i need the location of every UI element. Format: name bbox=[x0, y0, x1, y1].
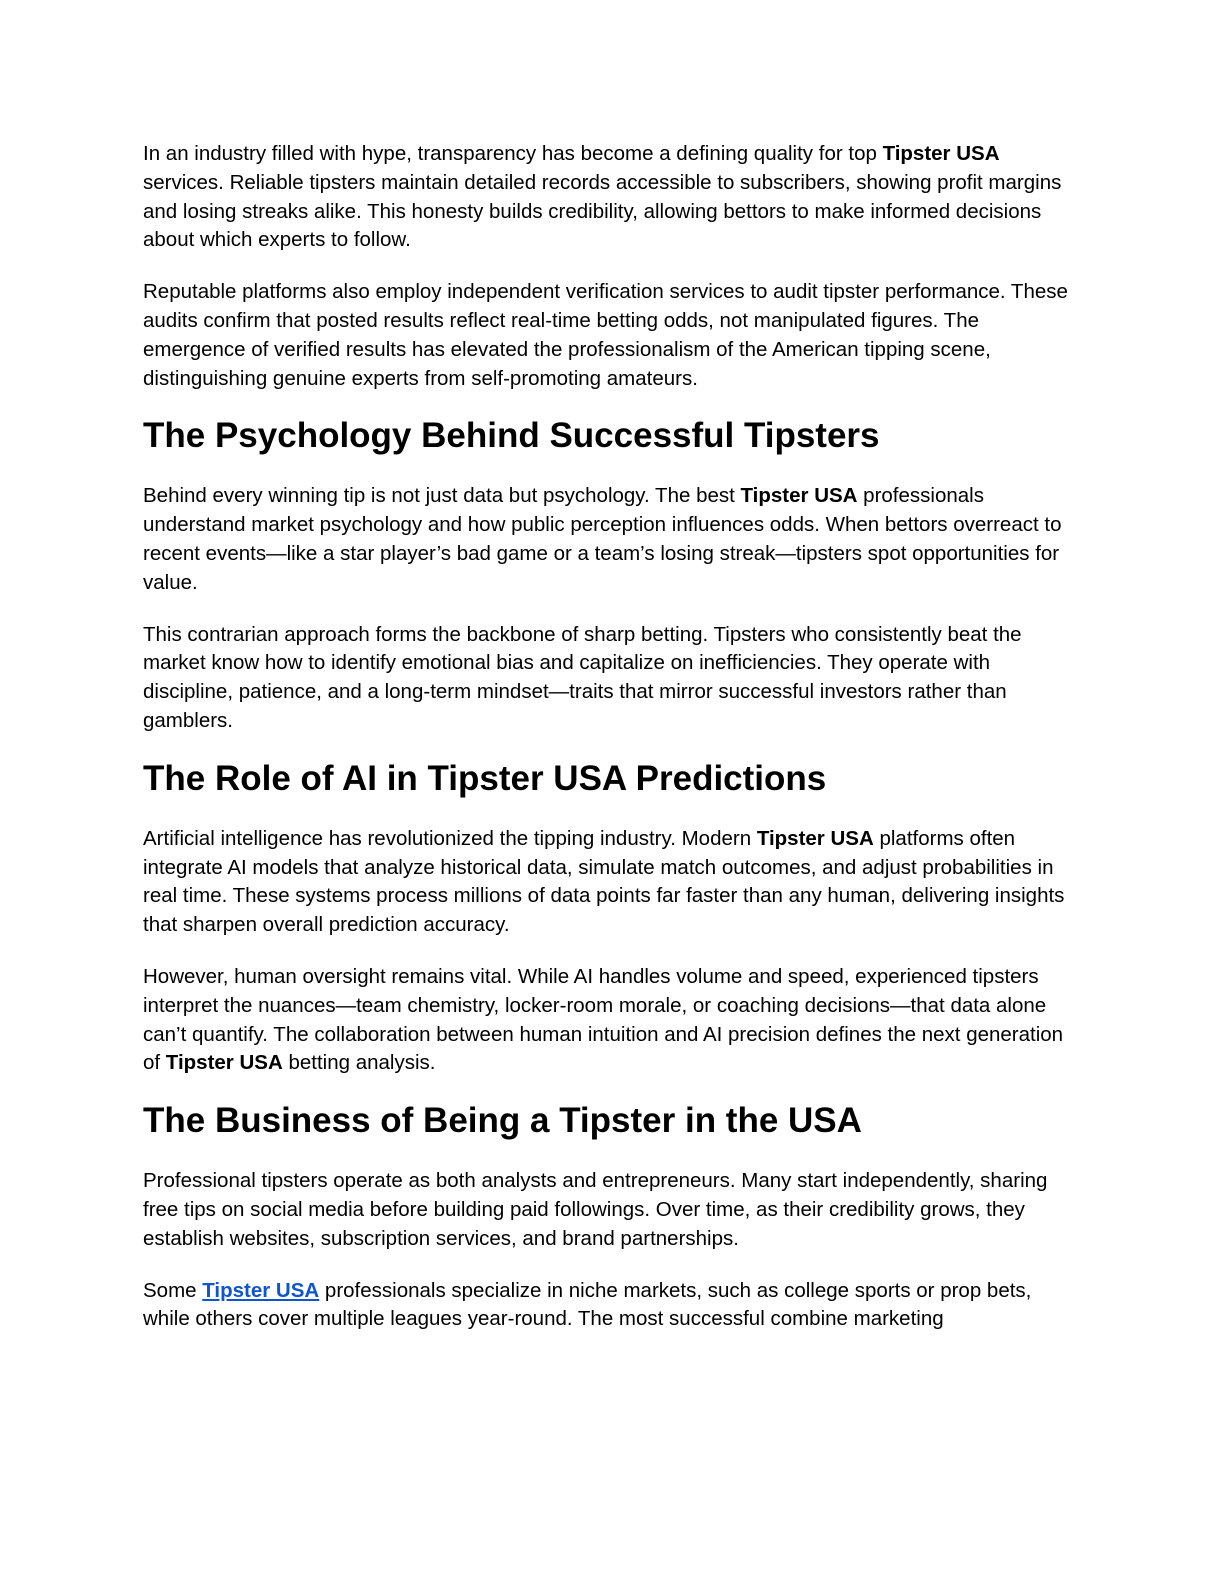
paragraph-psychology-intro: Behind every winning tip is not just data but psychology. The best Tipster USA professionals understand market psychology and how public perception influences odds. When bettors overreact to recent events—like a star player’s bad game or a team’s losing streak—tipsters spot opportunities for value. bbox=[143, 484, 1062, 594]
paragraph-ai-intro: Artificial intelligence has revolutionized the tipping industry. Modern Tipster USA platforms often integrate AI models that analyze historical data, simulate match outcomes, and adjust probabilities in real time. These systems process millions of data points far faster than any human, delivering insights that sharpen overall prediction accuracy. bbox=[143, 826, 1065, 937]
heading-business: The Business of Being a Tipster in the USA bbox=[143, 1101, 862, 1141]
paragraph-entrepreneurs: Professional tipsters operate as both analysts and entrepreneurs. Many start independently, sharing free tips on social media before building paid followings. Over time, as their credibility grows, they establish websites, subscription services, and brand partnerships. bbox=[143, 1169, 1048, 1250]
document-page bbox=[143, 140, 1083, 1357]
paragraph-niche-markets: Some Tipster USA professionals specialize in niche markets, such as college sports or prop bets, while others cover multiple leagues year-round. The most successful combine marketing bbox=[143, 1278, 1032, 1331]
tipster-usa-link[interactable]: Tipster USA bbox=[202, 1278, 320, 1302]
heading-ai-role: The Role of AI in Tipster USA Predictions bbox=[143, 758, 827, 798]
bold-keyword: Tipster USA bbox=[165, 1051, 283, 1075]
bold-keyword: Tipster USA bbox=[756, 826, 874, 850]
paragraph-human-oversight: However, human oversight remains vital. While AI handles volume and speed, experienced tipsters interpret the nuances—team chemistry, locker-room morale, or coaching decisions—that data alone can’t quantify. The collaboration between human intuition and AI precision defines the next generation of Tipster USA betting analysis. bbox=[143, 964, 1064, 1075]
paragraph-contrarian: This contrarian approach forms the backbone of sharp betting. Tipsters who consistently beat the market know how to identify emotional bias and capitalize on inefficiencies. They operate with discipline, patience, and a long-term mindset—traits that mirror successful investors rather than gamblers. bbox=[143, 622, 1022, 732]
paragraph-verification: Reputable platforms also employ independent verification services to audit tipster performance. These audits confirm that posted results reflect real-time betting odds, not manipulated figures. The emergence of verified results has elevated the professionalism of the American tipping scene, distinguishing genuine experts from self-promoting amateurs. bbox=[143, 280, 1068, 390]
paragraph-transparency: In an industry filled with hype, transparency has become a defining quality for top Tipster USA services. Reliable tipsters maintain detailed records accessible to subscribers, showing profit margins and losing streaks alike. This honesty builds credibility, allowing bettors to make informed decisions about which experts to follow. bbox=[143, 142, 1062, 252]
heading-psychology: The Psychology Behind Successful Tipsters bbox=[143, 416, 880, 456]
bold-keyword: Tipster USA bbox=[740, 484, 858, 508]
bold-keyword: Tipster USA bbox=[882, 142, 1000, 165]
